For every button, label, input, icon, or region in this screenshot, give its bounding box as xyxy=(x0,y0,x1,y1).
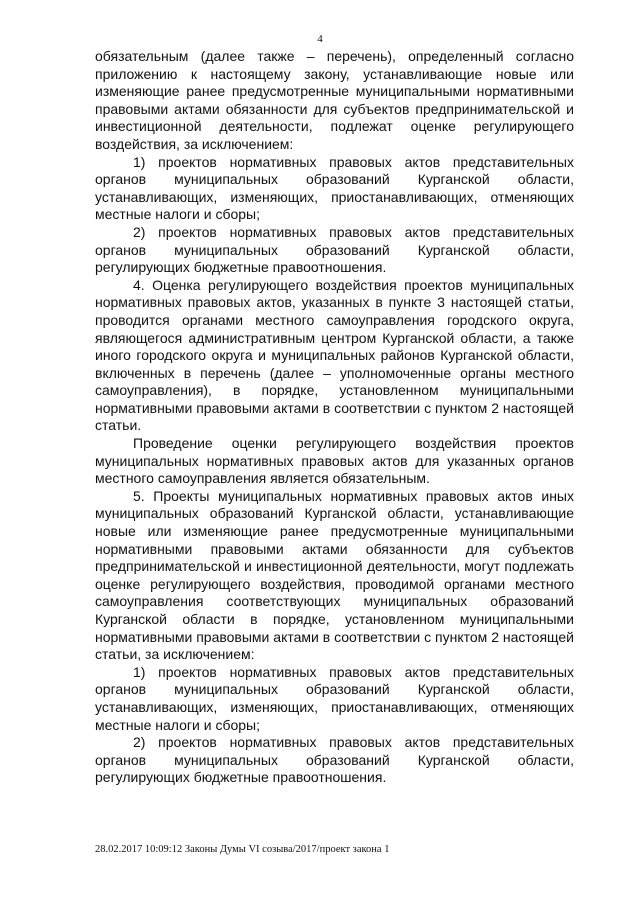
paragraph-exception-1: 1) проектов нормативных правовых актов представительных органов муниципальных образований Курганской области, устанавливающих, изменяющих, приостанавливающих, отменяющих местные налоги и сборы; xyxy=(95,153,574,223)
document-body xyxy=(95,48,574,787)
paragraph-exception-1b: 1) проектов нормативных правовых актов представительных органов муниципальных образований Курганской области, устанавливающих, изменяющих, приостанавливающих, отменяющих местные налоги и сборы; xyxy=(95,663,574,733)
paragraph-exception-2: 2) проектов нормативных правовых актов представительных органов муниципальных образований Курганской области, регулирующих бюджетные правоотношения. xyxy=(95,223,574,276)
paragraph-item-5: 5. Проекты муниципальных нормативных правовых актов иных муниципальных образований Курганской области, устанавливающие новые или изменяющие ранее предусмотренные муниципальными нормативными правовыми актами обязанности для субъектов предпринимательской и инвестиционной деятельности, могут подлежать оценке регулирующего воздействия, проводимой органами местного самоуправления соответствующих муниципальных образований Курганской области в порядке, установленном муниципальными нормативными правовыми актами в соответствии с пунктом 2 настоящей статьи, за исключением: xyxy=(95,487,574,663)
paragraph-assessment-mandatory: Проведение оценки регулирующего воздействия проектов муниципальных нормативных правовых актов для указанных органов местного самоуправления является обязательным. xyxy=(95,435,574,487)
paragraph-continuation: обязательным (далее также – перечень), определенный согласно приложению к настоящему закону, устанавливающие новые или изменяющие ранее предусмотренные муниципальными нормативными правовыми актами обязанности для субъектов предпринимательской и инвестиционной деятельности, подлежат оценке регулирующего воздействия, за исключением: xyxy=(95,48,574,152)
page-number: 4 xyxy=(317,33,323,45)
paragraph-item-4: 4. Оценка регулирующего воздействия проектов муниципальных нормативных правовых актов, указанных в пункте 3 настоящей статьи, проводится органами местного самоуправления городского округа, являющегося административным центром Курганской области, а также иного городского округа и муниципальных районов Курганской области, включенных в перечень (далее – уполномоченные органы местного самоуправления), в порядке, установленном муниципальными нормативными правовыми актами в соответствии с пунктом 2 настоящей статьи. xyxy=(95,276,574,434)
paragraph-exception-2b: 2) проектов нормативных правовых актов представительных органов муниципальных образований Курганской области, регулирующих бюджетные правоотношения. xyxy=(95,734,574,786)
document-footer: 28.02.2017 10:09:12 Законы Думы VI созыва/2017/проект закона 1 xyxy=(95,844,390,855)
